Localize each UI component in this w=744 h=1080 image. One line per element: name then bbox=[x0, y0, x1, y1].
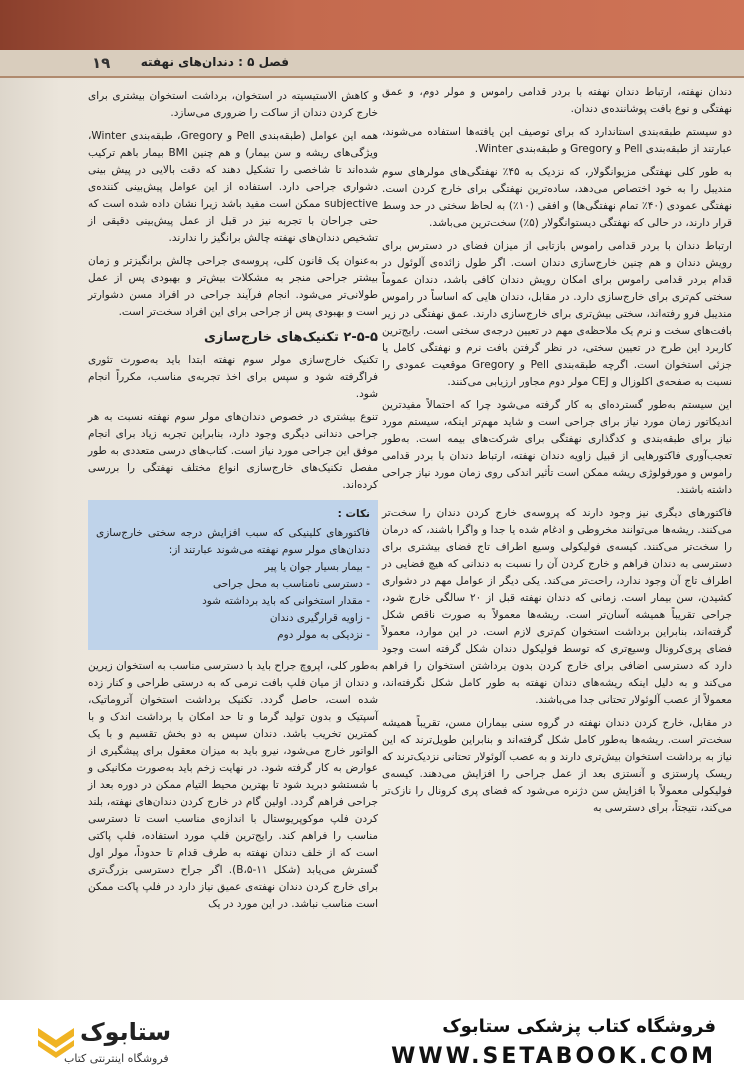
paragraph: تکنیک خارج‌سازی مولر سوم نهفته ابتدا باید به‌صورت تئوری فراگرفته شود و سپس برای اخذ تجربه‌ی مناسب، مکرراً انجام شود. bbox=[88, 354, 378, 400]
list-item: - بیمار بسیار جوان یا پیر bbox=[96, 559, 370, 576]
logo-text: ستابوک bbox=[80, 1018, 172, 1046]
watermark-footer bbox=[0, 1000, 744, 1080]
left-column bbox=[88, 88, 378, 919]
paragraph: این سیستم به‌طور گسترده‌ای به کار گرفته می‌شود چرا که احتمالاً مفیدترین اندیکاتور زمان مورد نیاز برای جراحی است و شاید مهم‌تر اینکه، سیستم مورد نیاز برای طبقه‌بندی و کدگذاری نهفتگی برای شرکت‌های بیمه است. به‌طور تعجب‌آوری فاکتورهایی از قبیل زاویه دندان نهفته، ارتباط دندان با بردر قدامی راموس و مورفولوژی ریشه ممکن است تأثیر اندکی روی زمان مورد نیاز جراحی داشته باشند. bbox=[382, 399, 732, 496]
logo-subtitle: فروشگاه اینترنتی کتاب bbox=[64, 1052, 169, 1065]
list-item: - دسترسی نامناسب به محل جراحی bbox=[96, 576, 370, 593]
paragraph: دو سیستم طبقه‌بندی استاندارد که برای توصیف این یافته‌ها استفاده می‌شوند، عبارتند از طبقه‌بندی Pell و Gregory و طبقه‌بندی Winter. bbox=[382, 126, 732, 155]
list-item: - زاویه قرارگیری دندان bbox=[96, 610, 370, 627]
notes-box bbox=[88, 500, 378, 650]
paragraph: به‌طور کلی، اپروچ جراح باید با دسترسی مناسب به استخوان زیرین و دندان از میان فلپ بافت نرمی که به درستی طراحی و کنار زده شده است، حاصل گردد. تکنیک برداشت استخوان آتروماتیک، آسپتیک و بدون تولید گرما و تا حد امکان با برداشت اندک و با کمترین تخریب باشد. دندان سپس به دو بخش تقسیم و با یک الواتور خارج می‌شود، نیرو باید به میزان معقول برای پیشگیری از عوارض به کار گرفته شود. در نهایت زخم باید به‌صورت مکانیکی و با شستشو دبرید شود تا بهترین محیط التیام ممکن در دوره بعد از جراحی فراهم گردد. اولین گام در خارج کردن دندان‌های نهفته، بلند کردن فلپ موکوپریوستال با اندازه‌ی مناسب است تا دسترسی مناسب را فراهم کند. رایج‌ترین فلپ مورد استفاده، فلپ پاکتی است که از خلف دندان نهفته به طرف قدام تا حدوداً، مولر اول گسترش می‌یابد (شکل ۱۱-۵،B). اگر جراح دسترسی بزرگ‌تری برای خارج کردن دندان نهفته‌ی عمیق نیاز دارد در فلپ پاکت ممکن است مناسب نباشد. در این مورد در یک bbox=[88, 660, 379, 910]
notes-title: نکات : bbox=[337, 508, 370, 520]
paragraph: دندان نهفته، ارتباط دندان نهفته با بردر قدامی راموس و مولر دوم، و عمق نهفتگی و نوع بافت پوشاننده‌ی دندان. bbox=[382, 86, 732, 115]
list-item: - نزدیکی به مولر دوم bbox=[96, 627, 370, 644]
top-color-band bbox=[0, 0, 744, 50]
shop-url[interactable]: WWW.SETABOOK.COM bbox=[391, 1044, 716, 1069]
notes-intro: فاکتورهای کلینیکی که سبب افزایش درجه سختی خارج‌سازی دندان‌های مولر سوم نهفته می‌شوند عبارتند از: bbox=[96, 527, 370, 556]
paragraph: به طور کلی نهفتگی مزیوانگولار، که نزدیک به ۴۵٪ نهفتگی‌های مولرهای سوم مندیبل را به خود اختصاص می‌دهد، ساده‌ترین نهفتگی برای خارج کردن است. نهفتگی عمودی (۴۰٪ تمام نهفتگی‌ها) و افقی (۱۰٪) به لحاظ سختی در حد وسط قرار دارند، در حالی که نهفتگی دیستوانگولار (۵٪) سخت‌ترین می‌باشد. bbox=[382, 166, 732, 229]
paragraph: تنوع بیشتری در خصوص دندان‌های مولر سوم نهفته نسبت به هر جراحی دندانی دیگری وجود دارد، بنابراین تجربه زیاد برای انجام موفق این جراحی مورد نیاز است. کتاب‌های درسی متعددی به طور مفصل تکنیک‌های خارج‌سازی انواع مختلف نهفتگی را بررسی کرده‌اند. bbox=[88, 411, 378, 491]
list-item: - مقدار استخوانی که باید برداشته شود bbox=[96, 593, 370, 610]
paragraph: و کاهش الاستیسیته در استخوان، برداشت استخوان بیشتری برای خارج کردن دندان از ساکت را ضروری می‌سازد. bbox=[88, 90, 378, 119]
chapter-title: فصل ۵ : دندان‌های نهفته bbox=[140, 55, 289, 69]
paragraph: به‌عنوان یک قانون کلی، پروسه‌ی جراحی چالش برانگیزتر و زمان بیشتر جراحی منجر به مشکلات بیش‌تر و بهبودی پس از عمل طولانی‌تر می‌شود. انجام فرآیند جراحی در افراد مسن دشوارتر است و بهبودی پس از جراحی برای این افراد سخت‌تر است. bbox=[88, 255, 378, 318]
paragraph: ارتباط دندان با بردر قدامی راموس بازتابی از میزان فضای در دسترس برای رویش دندان و هم چنین خارج‌سازی دندان است. اگر طول زائده‌ی آلوئول در قدام بردر قدامی راموس برای امکان رویش دندان کافی باشد، دندان عموماً سختی کم‌تری برای خارج‌سازی دارد. در مقابل، دندان هایی که اساساً در راموس مندیبل فرو رفته‌اند، سختی بیش‌تری برای خارج‌سازی دارند. عمق نهفتگی در زیر بافت‌های سخت و نرم یک ملاحظه‌ی مهم در تعیین درجه‌ی سختی است. رایج‌ترین کاربرد این طرح در تعیین سختی، در نظر گرفتن بافت نرم و نهفتگی کامل یا جزئی استخوان است. اگرچه طبقه‌بندی Pell و Gregory موقعیت عمودی را نسبت به صفحه‌ی اکلوزال و CEJ مولر دوم مجاور ارزیابی می‌کنند. bbox=[382, 240, 732, 388]
page-number: ۱۹ bbox=[92, 54, 111, 72]
paragraph: در مقابل، خارج کردن دندان نهفته در گروه سنی بیماران مسن، تقریباً همیشه سخت‌تر است. ریشه‌ها به‌طور کامل شکل گرفته‌اند و بنابراین طویل‌ترند که این نیاز به برداشت استخوان بیش‌تری دارند و به عصب آلوئولار تحتانی نزدیک‌ترند که ریسک پارستزی و آنستزی بعد از عمل جراحی را افزایش می‌دهند. کیسه‌ی فولیکولی معمولاً با افزایش سن دژنره می‌شود که فضای پری کرونال را نازک‌تر می‌کند، نتیجتاً، برای دسترسی به bbox=[382, 717, 732, 814]
right-column bbox=[382, 84, 732, 823]
paragraph: فاکتورهای دیگری نیز وجود دارند که پروسه‌ی خارج کردن دندان را سخت‌تر می‌کنند. ریشه‌ها می‌توانند مخروطی و ادغام شده یا جدا و واگرا باشند، که درمان را سخت‌تر می‌کنند. کیسه‌ی فولیکولی وسیع اطراف تاج فضای بیشتری برای دسترسی به دندان فراهم و خارج کردن آن را نسبت به دندانی که هیچ فضایی در اطراف تاج آن وجود ندارد، راحت‌تر می‌کند. یکی دیگر از عوامل مهم در دشواری کشیدن، سن بیمار است. زمانی که دندان نهفته قبل از ۲۰ سالگی خارج شود، جراحی تقریباً همیشه آسان‌تر است. ریشه‌ها معمولاً به صورت ناقص شکل گرفته‌اند، بنابراین برداشت استخوان کم‌تری لازم است. در این موارد، معمولاً فضای پری‌کرونال وسیع‌تری که توسط فولیکول دندان شکل گرفته است وجود دارد که دسترسی اضافی برای خارج کردن بدون برداشتن استخوان را فراهم می‌کند و به دلیل اینکه ریشه‌های دندان نهفته به طور کامل شکل نگرفته‌اند، معمولاً از عصب آلوئولار تحتانی جدا می‌باشند. bbox=[382, 507, 732, 706]
notes-list bbox=[96, 559, 370, 644]
paragraph: همه این عوامل (طبقه‌بندی Pell و Gregory، طبقه‌بندی Winter، ویژگی‌های ریشه و سن بیمار) و هم چنین BMI بیمار باهم ترکیب شده‌اند تا شاخصی را تشکیل دهند که دقت بالایی در پیش بینی دشواری جراحی دارد. استفاده از این عوامل پیش‌بینی کننده‌ی subjective ممکن است مفید باشد زیرا نشان داده شده است که حتی جراحان با تجربه نیز در قبل از عمل پیش‌بینی دقیقی از تشخیص دندان‌های نهفته چالش برانگیز را ندارند. bbox=[88, 130, 378, 244]
setabook-logo bbox=[36, 1010, 206, 1072]
section-heading: ۲-۵-۵ تکنیک‌های خارج‌سازی bbox=[203, 330, 378, 345]
running-header bbox=[0, 50, 744, 78]
shop-name: فروشگاه کتاب پزشکی ستابوک bbox=[442, 1016, 716, 1037]
